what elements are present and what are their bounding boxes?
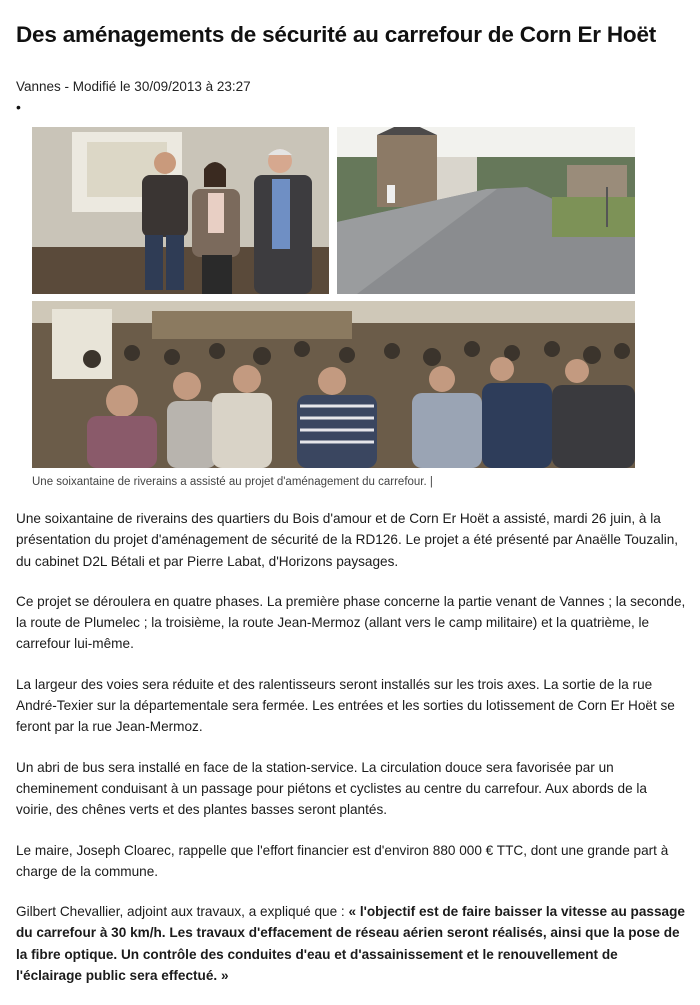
photo-audience: [32, 301, 635, 468]
quote-paragraph: [16, 901, 686, 986]
article-meta: Vannes - Modifié le 30/09/2013 à 23:27: [16, 79, 251, 94]
quote-text: « l'objectif est de faire baisser la vitesse au passage du carrefour à 30 km/h. Les travaux d'effacement de réseau aérien seront réalisés, ainsi que la pose de la fibre optique. Un contrôle des conduites d'eau et d'assainissement et le renouvellement de l'éclairage public sera effectué. »: [16, 904, 685, 984]
paragraph: Ce projet se déroulera en quatre phases. La première phase concerne la partie venant de Vannes ; la seconde, la route de Plumelec ; la troisième, la route Jean-Mermoz (allant vers le camp militaire) et la quatrième, le carrefour lui-même.: [16, 593, 686, 652]
photo-collage: [32, 127, 635, 468]
quote-intro: Gilbert Chevallier, adjoint aux travaux, a expliqué que :: [16, 904, 349, 920]
article-title: Des aménagements de sécurité au carrefour de Corn Er Hoët: [16, 22, 657, 47]
paragraph: La largeur des voies sera réduite et des ralentisseurs seront installés sur les trois axes. La sortie de la rue André-Texier sur la départementale sera fermée. Les entrées et les sorties du lotissement de Corn Er Hoët se feront par la rue Jean-Mermoz.: [16, 676, 675, 735]
paragraph: Le maire, Joseph Cloarec, rappelle que l'effort financier est d'environ 880 000 € TTC, dont une grande part à charge de la commune.: [16, 842, 669, 879]
photo-caption: Une soixantaine de riverains a assisté au projet d'aménagement du carrefour. |: [32, 476, 433, 488]
paragraph: Un abri de bus sera installé en face de la station-service. La circulation douce sera favorisée par un cheminement conduisant à un passage pour piétons et cyclistes au centre du carrefour. Aux abords de la voirie, des chênes verts et des plantes basses seront plantés.: [16, 759, 647, 818]
article-body: [16, 508, 686, 1005]
paragraph: Une soixantaine de riverains des quartiers du Bois d'amour et de Corn Er Hoët a assisté, mardi 26 juin, à la présentation du projet d'aménagement de sécurité de la RD126. Le projet a été présenté par Anaëlle Touzalin, du cabinet D2L Bétali et par Pierre Labat, d'Horizons paysages.: [16, 511, 679, 569]
photo-crossroads: [337, 127, 635, 294]
list-bullet: •: [16, 99, 21, 115]
photo-presenters: [32, 127, 329, 294]
